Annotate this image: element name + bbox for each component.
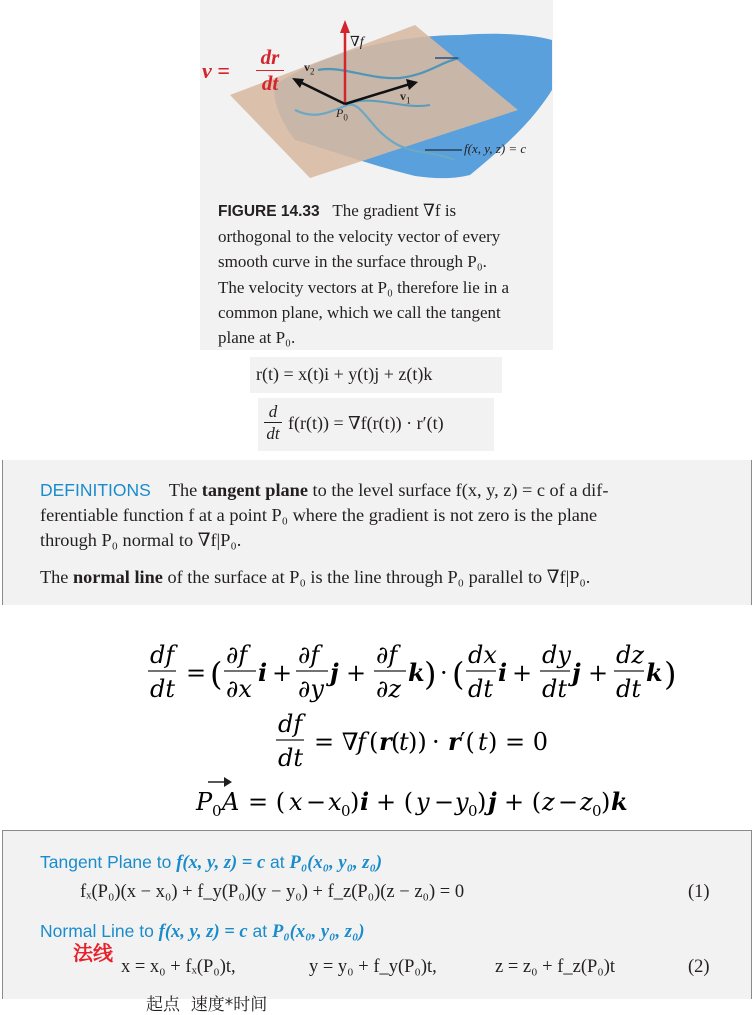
svg-text:k: k: [611, 787, 628, 816]
v1-label: $v_1$: [400, 89, 411, 106]
eq2: [276, 710, 548, 772]
svg-text:+: +: [346, 659, 367, 687]
svg-text:) = 0: ) = 0: [488, 728, 548, 756]
bottom-note: 起点 速度*时间: [146, 995, 268, 1015]
caption-line: common plane, which we call the tangent: [218, 302, 501, 322]
svg-text:y: y: [416, 788, 430, 816]
svg-text:0: 0: [592, 802, 602, 820]
svg-text:dt: dt: [616, 675, 642, 703]
definitions-box: [2, 460, 752, 605]
caption-line: plane at P₀.: [218, 328, 296, 348]
svg-text:(: (: [210, 655, 223, 693]
svg-text:+: +: [512, 659, 533, 687]
svg-text:+: +: [272, 659, 293, 687]
curve-formula-text: r(t) = x(t)i + y(t)j + z(t)k: [256, 364, 433, 384]
svg-text:+: +: [588, 659, 609, 687]
caption-line: smooth curve in the surface through P₀.: [218, 252, 487, 272]
gradient-arrowhead: [340, 20, 350, 33]
svg-text:dt: dt: [542, 675, 568, 703]
eq1: [148, 641, 676, 703]
svg-text:∂f: ∂f: [298, 641, 320, 669]
svg-text:k: k: [646, 658, 663, 687]
svg-text:z: z: [542, 788, 555, 816]
svg-text:y: y: [455, 788, 469, 816]
normal-line-y: y = y₀ + f_y(P₀)t,: [309, 957, 437, 977]
svg-text:): ): [477, 788, 487, 816]
svg-text:∂z: ∂z: [376, 675, 402, 703]
svg-text:j: j: [488, 787, 497, 816]
figure-number: FIGURE 14.33: [218, 203, 320, 220]
normal-line-title: Normal Line to f(x, y, z) = c at P₀(x₀, y₀, z₀): [40, 921, 365, 942]
svg-text:)): )): [408, 728, 427, 756]
svg-text:= ∇: = ∇: [314, 728, 359, 756]
equation-number-1: (1): [688, 882, 710, 902]
svg-text:(: (: [391, 728, 401, 756]
svg-text:): ): [424, 655, 437, 693]
svg-text:dz: dz: [616, 641, 645, 669]
dr-numerator: dr: [260, 45, 280, 69]
normal-line-z: z = z₀ + f_z(P₀)t: [495, 957, 616, 977]
svg-text:j: j: [572, 658, 581, 687]
derivation-formulas: [0, 615, 752, 825]
svg-text:= (: = (: [248, 788, 286, 816]
tangent-normal-box: [2, 830, 752, 999]
svg-text:k: k: [408, 658, 425, 687]
svg-text:x: x: [328, 788, 342, 816]
dr-over-dt: [256, 45, 284, 95]
svg-text:i: i: [258, 658, 268, 687]
svg-text:t: t: [478, 728, 488, 756]
svg-text:·: ·: [432, 728, 440, 756]
svg-text:dt: dt: [278, 744, 304, 772]
definition-line-4: The normal line of the surface at P₀ is the line through P₀ parallel to ∇f|P₀.: [40, 567, 591, 587]
svg-text:∂y: ∂y: [298, 675, 324, 703]
derivation-svg: [0, 615, 752, 825]
curve-formula: [250, 357, 502, 393]
svg-text:r: r: [379, 727, 392, 756]
equation-number-2: (2): [688, 957, 710, 977]
svg-text:dy: dy: [542, 641, 571, 669]
tangent-plane-title: Tangent Plane to f(x, y, z) = c at P₀(x₀, y₀, z₀): [40, 852, 383, 873]
svg-text:i: i: [360, 787, 370, 816]
svg-text:+ (: + (: [376, 788, 414, 816]
svg-text:f: f: [357, 728, 366, 756]
svg-text:−: −: [558, 788, 579, 816]
svg-text:): ): [664, 655, 677, 693]
term-normal-line: normal line: [73, 567, 163, 587]
svg-text:df: df: [150, 641, 175, 669]
chain-rule-formula: [258, 398, 494, 451]
svg-text:(: (: [369, 728, 379, 756]
svg-text:dx: dx: [468, 641, 497, 669]
svg-text:i: i: [498, 658, 508, 687]
definition-line-3: through P₀ normal to ∇f|P₀.: [40, 530, 242, 550]
svg-text:−: −: [434, 788, 455, 816]
svg-text:): ): [601, 788, 611, 816]
svg-text:∂f: ∂f: [376, 641, 398, 669]
svg-text:(: (: [452, 655, 465, 693]
annotation-normal-line: 法线: [73, 941, 113, 965]
caption-line: The velocity vectors at P₀ therefore lie in a: [218, 277, 510, 297]
svg-text:=: =: [186, 659, 207, 687]
dt-denominator: dt: [264, 422, 282, 445]
caption-line: The gradient ∇f is: [332, 201, 457, 220]
tangent-plane-figure: [200, 0, 553, 200]
svg-text:P: P: [196, 788, 213, 816]
grad-label: ∇f: [350, 35, 364, 50]
svg-text:): ): [350, 788, 360, 816]
svg-text:′(: ′(: [460, 728, 475, 756]
v2-label: $v_2$: [304, 60, 315, 77]
svg-text:dt: dt: [468, 675, 494, 703]
figure-caption: [218, 198, 538, 350]
svg-text:−: −: [306, 788, 327, 816]
svg-text:dt: dt: [150, 675, 176, 703]
svg-text:0: 0: [468, 802, 478, 820]
svg-text:A: A: [222, 788, 240, 816]
surface-label: f(x, y, z) = c: [464, 141, 527, 156]
d-numerator: d: [268, 402, 278, 421]
definition-line-2: ferentiable function f at a point P₀ where the gradient is not zero is the plane: [40, 505, 598, 525]
svg-text:∂f: ∂f: [226, 641, 248, 669]
normal-line-x: x = x₀ + fₓ(P₀)t,: [121, 957, 236, 977]
p0-label: $P_0$: [336, 106, 348, 123]
definition-line-1: DEFINITIONS The tangent plane to the level surface f(x, y, z) = c of a dif-: [40, 480, 609, 500]
d-over-dt: [264, 402, 282, 445]
term-tangent-plane: tangent plane: [201, 480, 308, 500]
v-label: v =: [202, 58, 230, 83]
svg-text:0: 0: [341, 802, 351, 820]
svg-text:x: x: [289, 788, 303, 816]
svg-text:z: z: [580, 788, 593, 816]
svg-text:·: ·: [440, 659, 448, 687]
svg-text:df: df: [278, 710, 303, 738]
caption-line: orthogonal to the velocity vector of every: [218, 227, 501, 247]
svg-text:t: t: [399, 728, 409, 756]
svg-text:r: r: [448, 727, 461, 756]
svg-text:∂x: ∂x: [226, 675, 252, 703]
definitions-title: DEFINITIONS: [40, 480, 151, 500]
eq3: [195, 777, 628, 820]
svg-text:0: 0: [212, 802, 222, 820]
tangent-plane-equation: fₓ(P₀)(x − x₀) + f_y(P₀)(y − y₀) + f_z(P₀)(z − z₀) = 0: [80, 882, 465, 902]
chain-rule-rhs: f(r(t)) = ∇f(r(t)) · r′(t): [288, 413, 444, 433]
dt-denominator: dt: [256, 70, 284, 95]
svg-text:j: j: [330, 658, 339, 687]
svg-text:+ (: + (: [504, 788, 542, 816]
